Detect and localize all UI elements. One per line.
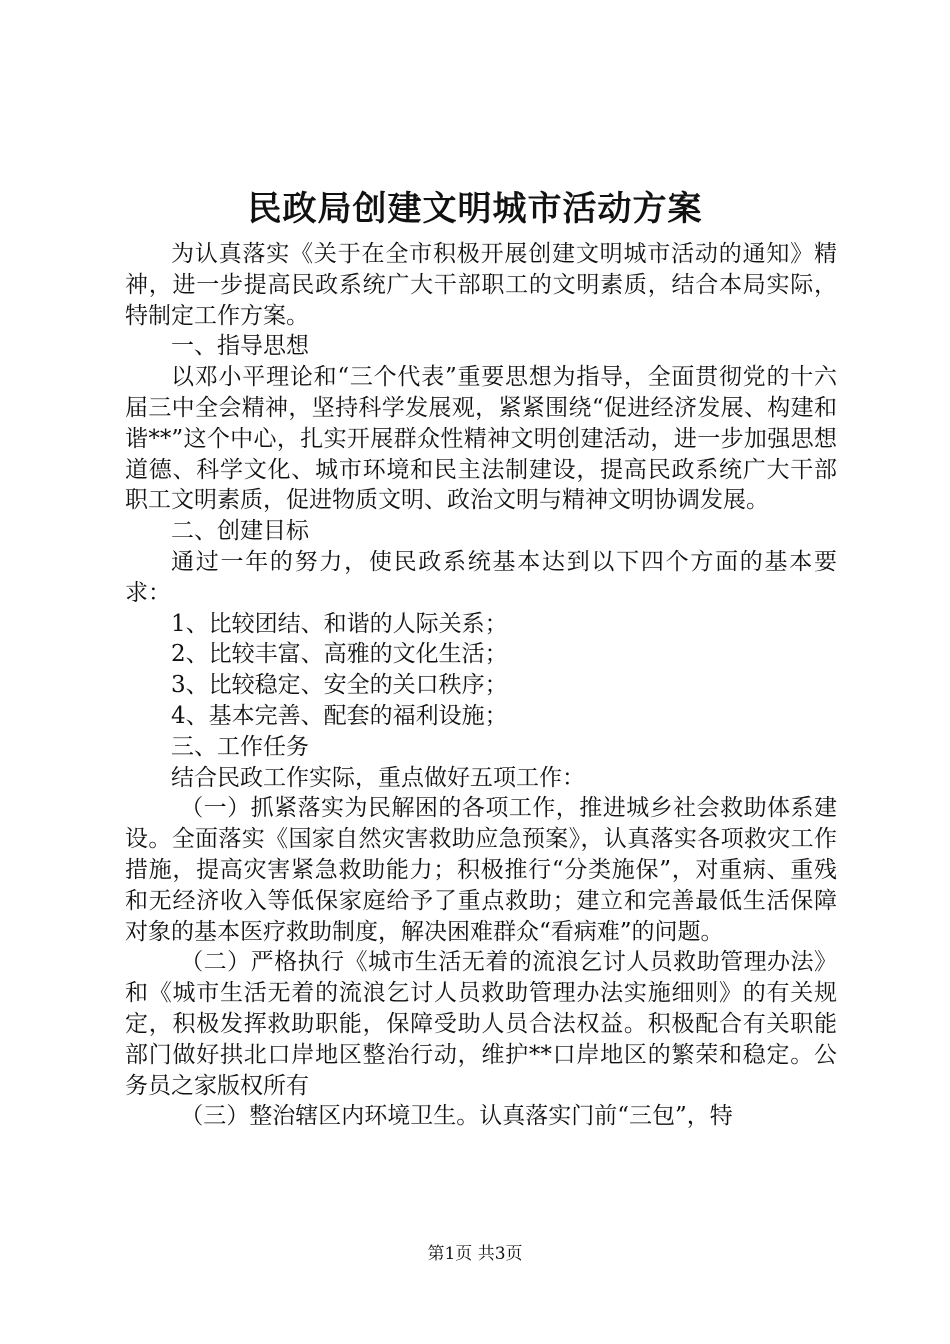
guiding-ideology-paragraph: 以邓小平理论和“三个代表”重要思想为指导，全面贯彻党的十六届三中全会精神，坚持科学发展观，紧紧围绕“促进经济发展、构建和谐**”这个中心，扎实开展群众性精神文明创建活动，进一步加强思想道德、科学文化、城市环境和民主法制建设，提高民政系统广大干部职工文明素质，促进物质文明、政治文明与精神文明协调发展。 [125, 364, 837, 514]
intro-paragraph: 为认真落实《关于在全市积极开展创建文明城市活动的通知》精神，进一步提高民政系统广大干部职工的文明素质，结合本局实际，特制定工作方案。 [125, 241, 837, 329]
goal-item-3: 3、比较稳定、安全的关口秩序； [171, 672, 508, 699]
goal-item-2: 2、比较丰富、高雅的文化生活； [171, 641, 508, 668]
task-paragraph-3: （三）整治辖区内环境卫生。认真落实门前“三包”，特 [180, 1103, 733, 1130]
tasks-intro-paragraph: 结合民政工作实际，重点做好五项工作： [171, 764, 585, 791]
goal-item-1: 1、比较团结、和谐的人际关系； [171, 610, 508, 637]
document-title: 民政局创建文明城市活动方案 [247, 189, 703, 229]
section-heading-goals: 二、创建目标 [171, 518, 309, 545]
section-heading-tasks: 三、工作任务 [171, 733, 309, 760]
document-body [125, 239, 837, 1132]
goals-paragraph: 通过一年的努力，使民政系统基本达到以下四个方面的基本要求： [125, 548, 837, 606]
task-paragraph-1: （一）抓紧落实为民解困的各项工作，推进城乡社会救助体系建设。全面落实《国家自然灾害救助应急预案》，认真落实各项救灾工作措施，提高灾害紧急救助能力；积极推行“分类施保”，对重病、重残和无经济收入等低保家庭给予了重点救助；建立和完善最低生活保障对象的基本医疗救助制度，解决困难群众“看病难”的问题。 [125, 795, 837, 945]
page-number: 第1页 共3页 [427, 1244, 523, 1264]
goal-item-4: 4、基本完善、配套的福利设施； [171, 702, 508, 729]
section-heading-guiding-ideology: 一、指导思想 [171, 333, 309, 360]
task-paragraph-2: （二）严格执行《城市生活无着的流浪乞讨人员救助管理办法》和《城市生活无着的流浪乞讨人员救助管理办法实施细则》的有关规定，积极发挥救助职能，保障受助人员合法权益。积极配合有关职能部门做好拱北口岸地区整治行动，维护**口岸地区的繁荣和稳定。公务员之家版权所有 [125, 949, 837, 1099]
